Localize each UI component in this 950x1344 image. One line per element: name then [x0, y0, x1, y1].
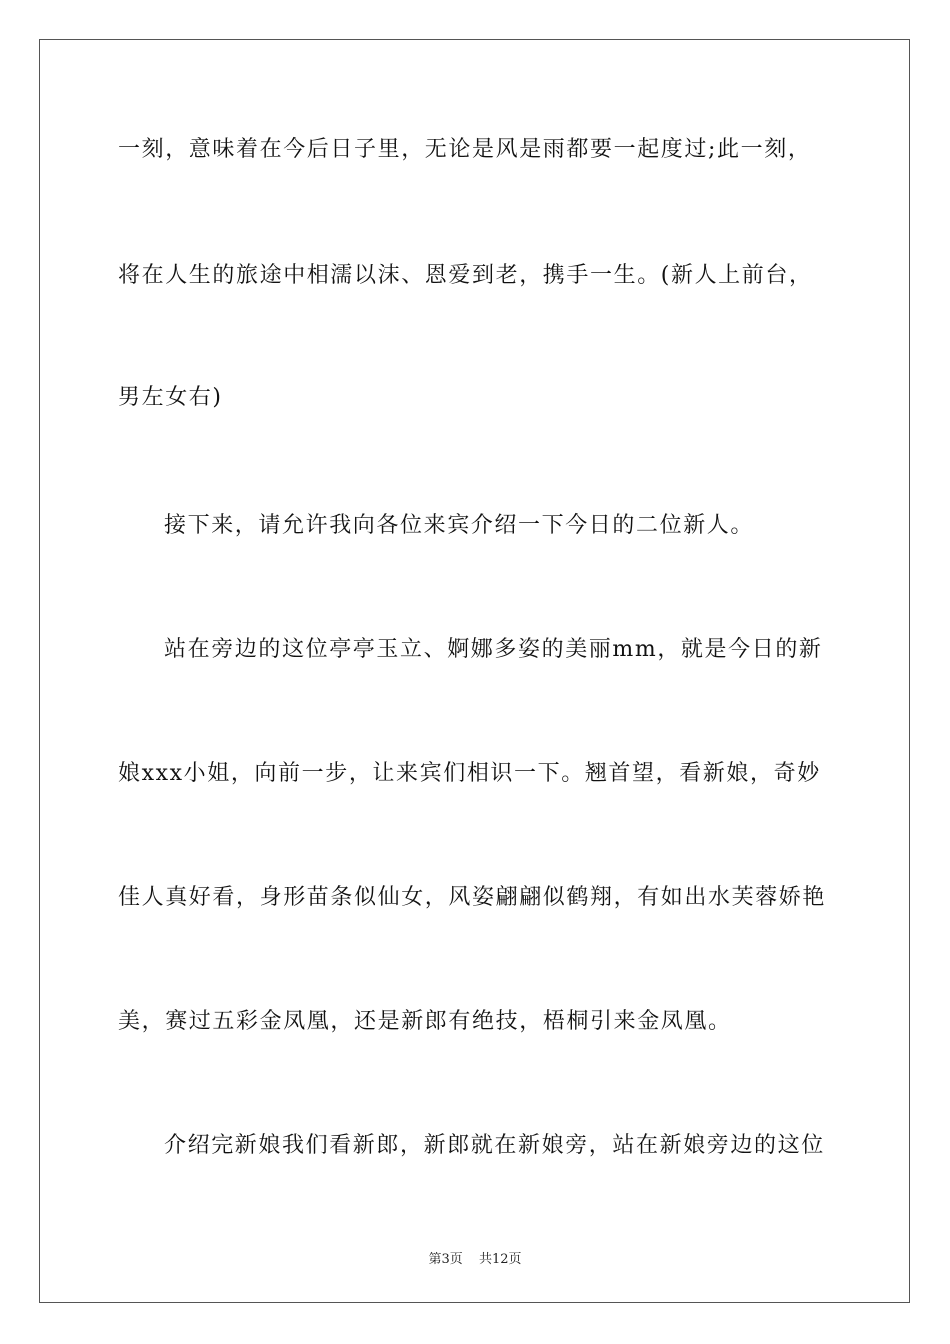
text-line-4: 接下来，请允许我向各位来宾介绍一下今日的二位新人。: [164, 513, 755, 538]
text-line-2: 将在人生的旅途中相濡以沫、恩爱到老，携手一生。(新人上前台，: [118, 263, 813, 288]
page-border: [39, 39, 910, 1303]
page-footer: [0, 1248, 950, 1267]
text-line-6: 娘xxx小姐，向前一步，让来宾们相识一下。翘首望，看新娘，奇妙: [118, 761, 821, 786]
text-line-3: 男左女右): [118, 385, 223, 410]
page-total: 共12页: [478, 1252, 522, 1267]
text-line-7: 佳人真好看，身形苗条似仙女，风姿翩翩似鹤翔，有如出水芙蓉娇艳: [118, 885, 827, 910]
text-line-5: 站在旁边的这位亭亭玉立、婀娜多姿的美丽mm，就是今日的新: [164, 637, 823, 662]
text-line-8: 美，赛过五彩金凤凰，还是新郎有绝技，梧桐引来金凤凰。: [118, 1009, 732, 1034]
text-line-9: 介绍完新娘我们看新郎，新郎就在新娘旁，站在新娘旁边的这位: [164, 1133, 825, 1158]
page-number: 第3页: [428, 1252, 463, 1267]
text-line-1: 一刻，意味着在今后日子里，无论是风是雨都要一起度过;此一刻，: [118, 137, 812, 162]
